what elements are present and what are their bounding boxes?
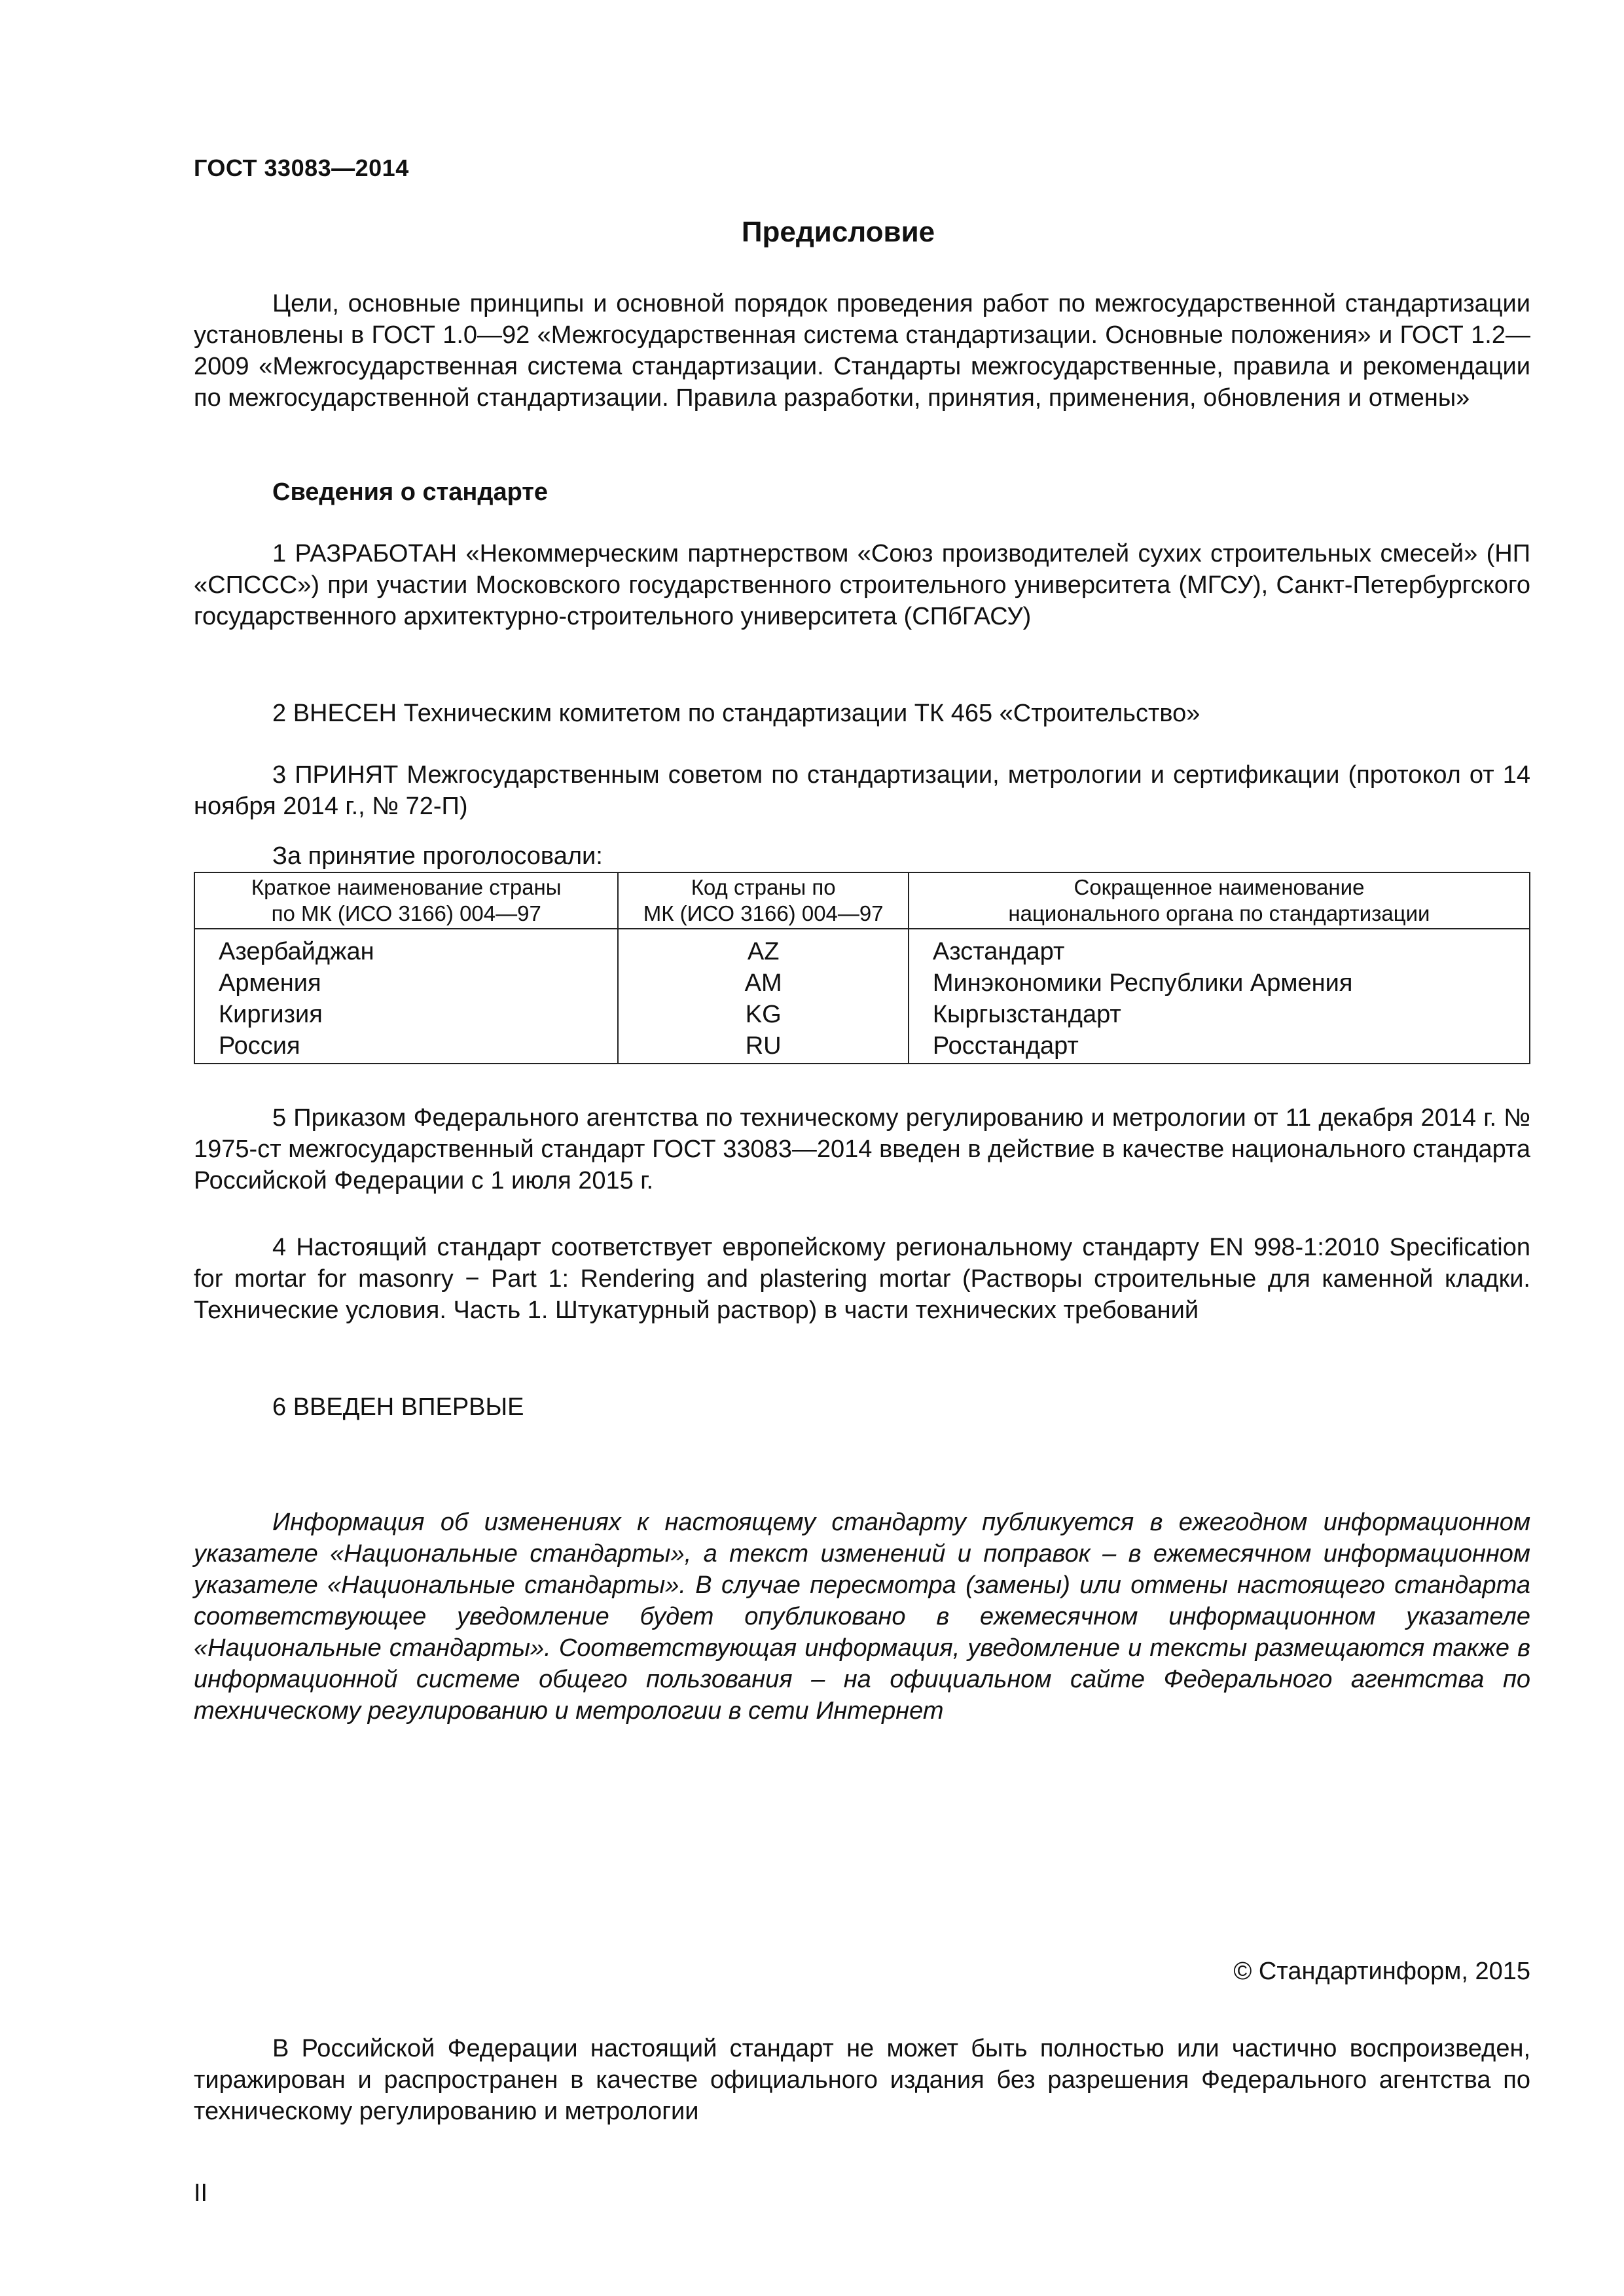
header-code <box>618 872 909 929</box>
page-number: II <box>194 2179 208 2207</box>
table-header-row <box>194 872 1530 929</box>
header-body-line1: Сокращенное наименование <box>1074 875 1365 899</box>
body-cell: Кыргызстандарт <box>909 999 1530 1030</box>
code-cell: AM <box>618 967 909 999</box>
header-body <box>909 872 1530 929</box>
code-cell: RU <box>618 1030 909 1064</box>
item-conformity: 4 Настоящий стандарт соответствует европейскому региональному стандарту EN 998-1:2010 Specification for mortar for masonry − Part 1: Rendering and plastering mortar (Растворы строительные для каменной кладки. Технические условия. Часть 1. Штукатурный раствор) в части технических требований <box>194 1234 1530 1324</box>
item-first-time: 6 ВВЕДЕН ВПЕРВЫЕ <box>272 1393 524 1421</box>
table-row <box>194 967 1530 999</box>
country-cell: Россия <box>194 1030 618 1064</box>
table-row <box>194 999 1530 1030</box>
amendments-notice: Информация об изменениях к настоящему стандарту публикуется в ежегодном информационном указателе «Национальные стандарты», а текст изменений и поправок – в ежемесячном информационном указателе «Национальные стандарты». В случае пересмотра (замены) или отмены настоящего стандарта соответствующее уведомление будет опубликовано в ежемесячном информационном указателе «Национальные стандарты». Соответствующая информация, уведомление и тексты размещаются также в информационной системе общего пользования – на официальном сайте Федерального агентства по техническому регулированию и метрологии в сети Интернет <box>194 1509 1530 1725</box>
standard-info-heading: Сведения о стандарте <box>272 478 549 506</box>
item-developed: 1 РАЗРАБОТАН «Некоммерческим партнерством «Союз производителей сухих строительных смесей» (НП «СПССС») при участии Московского государственного строительного университета (МГСУ), Санкт-Петербургского государственного архитектурно-строительного университета (СПбГАСУ) <box>194 540 1530 630</box>
country-cell: Азербайджан <box>194 929 618 967</box>
document-code: ГОСТ 33083—2014 <box>194 154 409 181</box>
header-country-line2: по МК (ИСО 3166) 004—97 <box>271 901 541 925</box>
header-code-line1: Код страны по <box>691 875 836 899</box>
header-code-line2: МК (ИСО 3166) 004—97 <box>643 901 884 925</box>
header-body-line2: национального органа по стандартизации <box>1008 901 1430 925</box>
country-cell: Армения <box>194 967 618 999</box>
country-cell: Киргизия <box>194 999 618 1030</box>
intro-paragraph: Цели, основные принципы и основной порядок проведения работ по межгосударственной стандартизации установлены в ГОСТ 1.0—92 «Межгосударственная система стандартизации. Основные положения» и ГОСТ 1.2—2009 «Межгосударственная система стандартизации. Стандарты межгосударственные, правила и рекомендации по межгосударственной стандартизации. Правила разработки, принятия, применения, обновления и отмены» <box>194 290 1530 412</box>
table-row <box>194 1030 1530 1064</box>
code-cell: KG <box>618 999 909 1030</box>
copyright: © Стандартинформ, 2015 <box>1233 1958 1530 1985</box>
body-cell: Азстандарт <box>909 929 1530 967</box>
item-order: 5 Приказом Федерального агентства по техническому регулированию и метрологии от 11 декабря 2014 г. № 1975-ст межгосударственный стандарт ГОСТ 33083—2014 введен в действие в качестве национального стандарта Российской Федерации с 1 июля 2015 г. <box>194 1104 1530 1194</box>
votes-label: За принятие проголосовали: <box>272 842 603 870</box>
item-introduced: 2 ВНЕСЕН Техническим комитетом по стандартизации ТК 465 «Строительство» <box>272 700 1200 727</box>
page-title: Предисловие <box>741 216 935 248</box>
header-country-line1: Краткое наименование страны <box>251 875 562 899</box>
header-country <box>194 872 618 929</box>
table-row <box>194 929 1530 967</box>
reproduction-notice: В Российской Федерации настоящий стандарт не может быть полностью или частично воспроизведен, тиражирован и распространен в качестве официального издания без разрешения Федерального агентства по техническому регулированию и метрологии <box>194 2035 1530 2125</box>
item-adopted: 3 ПРИНЯТ Межгосударственным советом по стандартизации, метрологии и сертификации (протокол от 14 ноября 2014 г., № 72-П) <box>194 761 1530 820</box>
code-cell: AZ <box>618 929 909 967</box>
body-cell: Росстандарт <box>909 1030 1530 1064</box>
votes-table <box>194 872 1530 1064</box>
body-cell: Минэкономики Республики Армения <box>909 967 1530 999</box>
